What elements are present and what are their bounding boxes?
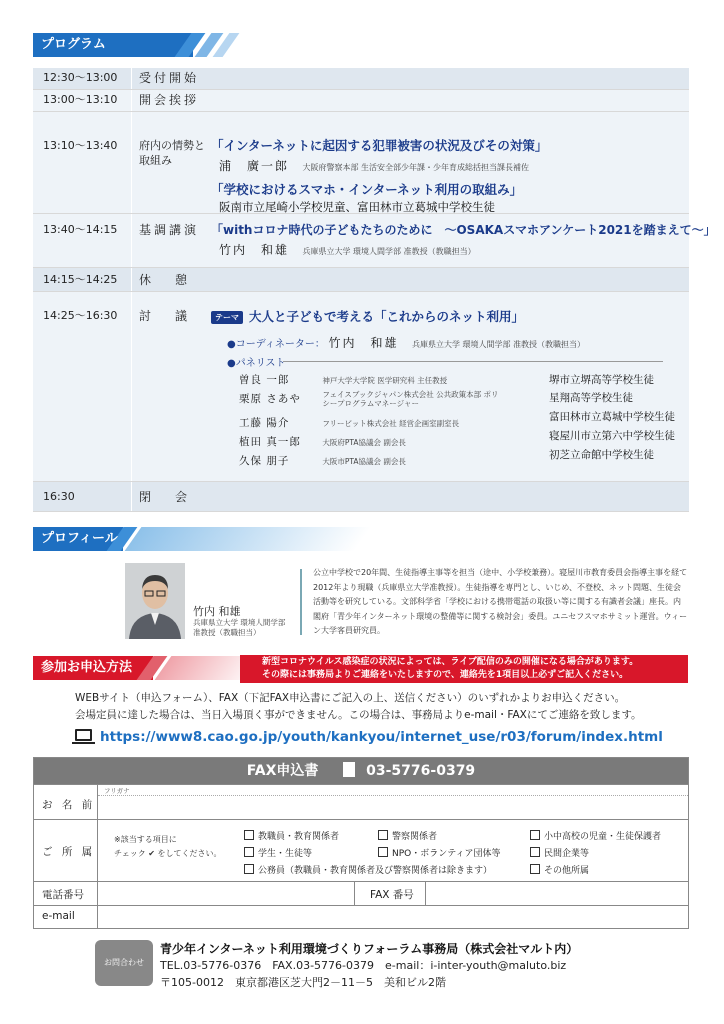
panelist-entry (239, 453, 406, 468)
program-time: 13:40～14:15 (43, 223, 118, 236)
fax-form-number: 03-5776-0379 (366, 763, 476, 779)
fax-application-form (33, 757, 689, 929)
name-row (34, 784, 688, 819)
name-field[interactable] (99, 796, 687, 819)
panelist-name: 植田 真一郎 (239, 436, 301, 448)
speaker-line (219, 241, 476, 258)
fax-number-label: FAX 番号 (354, 882, 426, 905)
talk-title: 「学校におけるスマホ・インターネット利用の取組み」 (211, 182, 523, 197)
school-student: 星翔高等学校生徒 (549, 392, 633, 404)
program-label: 開会挨拶 (139, 93, 200, 107)
computer-icon (75, 729, 92, 741)
panelist-entry (239, 390, 502, 408)
coordinator-line (227, 334, 585, 351)
affiliation-label: ご 所 属 (42, 846, 96, 858)
program-row (33, 268, 689, 292)
apply-url-link[interactable] (75, 729, 663, 745)
option-checkbox[interactable]: その他所属 (530, 863, 589, 876)
affiliation-row (34, 819, 688, 881)
panelist-name: 曽良 一郎 (239, 374, 290, 386)
email-row (34, 905, 688, 928)
panelist-affiliation: フェイスブックジャパン株式会社 公共政策本部 ポリシープログラムマネージャー (322, 390, 499, 408)
hint-line: ※該当する項目に (114, 835, 177, 844)
fax-form-title: FAX申込書 (246, 763, 319, 779)
panelist-label: ●パネリスト (227, 358, 286, 369)
keynote-title: 「withコロナ時代の子どもたちのために ～OSAKAスマホアンケート2021を踏まえて～」 (211, 223, 716, 237)
program-time: 13:00～13:10 (43, 93, 118, 106)
contact-title: 青少年インターネット利用環境づくりフォーラム事務局（株式会社マルト内） (160, 942, 579, 956)
option-checkbox[interactable]: 教職員・教育関係者 (244, 829, 339, 842)
program-label: 基調講演 (139, 223, 200, 237)
coordinator-name: 竹内 和雄 (328, 336, 399, 350)
school-student: 初芝立命館中学校生徒 (549, 449, 654, 461)
program-time: 13:10～13:40 (43, 139, 118, 152)
name-label: お 名 前 (42, 799, 96, 811)
program-time: 14:15～14:25 (43, 273, 118, 286)
program-row (33, 112, 689, 214)
speaker-line (219, 157, 529, 174)
apply-instructions: WEBサイト（申込フォーム）、FAX（下記FAX申込書にご記入の上、送信ください）のいずれかよりお申込ください。 (75, 692, 626, 704)
speaker-affiliation: 兵庫県立大学 環境人間学部 准教授（教職担当） (302, 247, 476, 256)
document-icon (343, 762, 355, 777)
panelist-affiliation: 神戸大学大学院 医学研究科 主任教授 (322, 375, 448, 385)
program-label: 討 議 (139, 309, 194, 323)
panelist-affiliation: フリービット株式会社 経営企画室副室長 (322, 418, 460, 428)
program-row (33, 482, 689, 512)
option-checkbox[interactable]: 警察関係者 (378, 829, 437, 842)
talk-presenters: 阪南市立尾崎小学校児童、富田林市立葛城中学校生徒 (219, 200, 495, 214)
furigana-label: フリガナ (104, 787, 130, 795)
coordinator-label: ●コーディネーター： (227, 339, 325, 350)
warning-line: 新型コロナウイルス感染症の状況によっては、ライブ配信のみの開催になる場合があります。 (262, 657, 639, 667)
apply-url: https://www8.cao.go.jp/youth/kankyou/internet_use/r03/forum/index.html (100, 729, 663, 745)
program-time: 16:30 (43, 490, 75, 503)
program-label: 府内の情勢と取組み (139, 139, 205, 167)
panelist-name: 工藤 陽介 (239, 417, 290, 429)
apply-section-banner (33, 656, 263, 680)
speaker-affiliation: 大阪府警察本部 生活安全部少年課・少年育成総括担当課長補佐 (302, 163, 530, 172)
option-checkbox[interactable]: NPO・ボランティア団体等 (378, 846, 501, 859)
program-label: 閉 会 (139, 490, 194, 504)
option-checkbox[interactable]: 小中高校の児童・生徒保護者 (530, 829, 661, 842)
profile-affiliation: 兵庫県立大学 環境人間学部 准教授（教職担当） (193, 618, 286, 637)
panelist-name: 久保 朋子 (239, 455, 290, 467)
program-section-banner (33, 33, 333, 57)
apply-heading: 参加お申込方法 (41, 660, 133, 675)
phone-fax-row (34, 881, 688, 905)
option-checkbox[interactable]: 公務員（教職員・教育関係者及び警察関係者は除きます） (244, 863, 492, 876)
program-time: 12:30～13:00 (43, 71, 118, 84)
phone-field[interactable] (99, 882, 353, 905)
theme-text: 大人と子どもで考える「これからのネット利用」 (249, 309, 525, 324)
profile-section-banner (33, 527, 363, 551)
theme-badge: テーマ (211, 311, 243, 324)
apply-notice: 会場定員に達した場合は、当日入場頂く事ができません。この場合は、事務局よりe-mail・FAXにてご連絡を致します。 (75, 709, 642, 721)
program-row (33, 292, 689, 482)
option-checkbox[interactable]: 民間企業等 (530, 846, 589, 859)
contact-phone-email: TEL.03-5776-0376 FAX.03-5776-0379 e-mail：i-inter-youth@maluto.biz (160, 959, 567, 972)
panelist-divider (283, 361, 663, 362)
program-label: 受付開始 (139, 71, 200, 85)
profile-name: 竹内 和雄 (193, 605, 241, 618)
panelist-affiliation: 大阪府PTA協議会 副会長 (322, 437, 406, 447)
affiliation-hint (114, 833, 222, 861)
discussion-theme (211, 307, 524, 325)
contact-address: 〒105-0012 東京都港区芝大門2－11－5 美和ビル2階 (160, 976, 446, 989)
panelist-entry (239, 415, 459, 430)
program-row (33, 68, 689, 90)
profile-photo (125, 563, 185, 639)
fax-number-field[interactable] (427, 882, 687, 905)
speaker-name: 竹内 和雄 (219, 243, 290, 257)
program-label: 休 憩 (139, 273, 194, 287)
profile-bio: 公立中学校で20年間、生徒指導主事等を担当（途中、小学校兼務）。寝屋川市教育委員会指導主事を経て2012年より現職（兵庫県立大学准教授）。生徒指導を専門とし、いじめ、不登校、ネット問題、生徒会活動等を研究している。文部科学省「学校における携帯電話の取扱い等に関する有識者会議」座長。内閣府「青少年インターネット環境の整備等に関する検討会」委員。ユニセフスマホサミット運営。ウィーン大学客員研究員。 (313, 568, 688, 635)
panelist-affiliation: 大阪市PTA協議会 副会長 (322, 456, 406, 466)
email-label: e-mail (42, 910, 75, 922)
option-checkbox[interactable]: 学生・生徒等 (244, 846, 312, 859)
program-row (33, 214, 716, 268)
panelist-entry (239, 434, 406, 449)
profile-heading: プロフィール (41, 531, 118, 546)
warning-line: その際には事務局よりご連絡をいたしますので、連絡先を1項目以上必ずご記入ください。 (262, 670, 629, 680)
program-heading: プログラム (41, 37, 106, 52)
program-row (33, 90, 689, 112)
coordinator-affiliation: 兵庫県立大学 環境人間学部 准教授（教職担当） (411, 340, 586, 349)
profile-divider (300, 569, 302, 635)
school-student: 堺市立堺高等学校生徒 (549, 374, 654, 386)
school-student: 富田林市立葛城中学校生徒 (549, 411, 675, 423)
school-student: 寝屋川市立第六中学校生徒 (549, 430, 675, 442)
talk-title: 「インターネットに起因する犯罪被害の状況及びその対策」 (211, 138, 548, 153)
email-field[interactable] (99, 906, 687, 928)
panelist-entry (239, 372, 447, 387)
speaker-name: 浦 廣一郎 (219, 159, 290, 173)
apply-warning (240, 655, 688, 683)
program-time: 14:25～16:30 (43, 309, 118, 322)
contact-badge: お問合わせ (95, 940, 153, 986)
panelist-name: 栗原 さあや (239, 393, 301, 405)
phone-label: 電話番号 (42, 889, 84, 901)
hint-line: チェック ✔ をしてください。 (114, 849, 222, 858)
fax-form-header (34, 758, 688, 784)
